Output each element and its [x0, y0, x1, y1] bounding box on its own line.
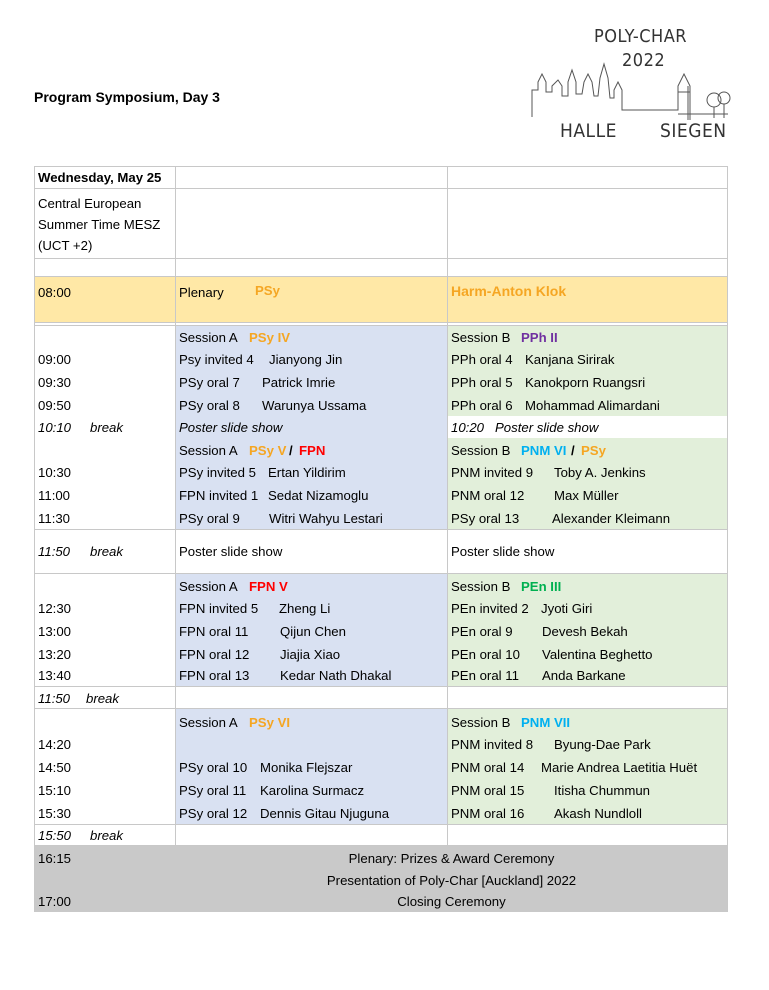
speaker: Patrick Imrie [262, 375, 336, 390]
logo-siegen: SIEGEN [660, 120, 727, 142]
talk-type: PPh oral 4 [451, 352, 513, 367]
time: 09:50 [38, 398, 72, 413]
break-row [34, 529, 728, 573]
talk-type: PSy oral 10 [179, 760, 248, 775]
polychar-logo [528, 22, 733, 150]
closing-line3: Closing Ceremony [397, 894, 506, 909]
talk-type: PNM oral 15 [451, 783, 525, 798]
talk-type: PPh oral 6 [451, 398, 513, 413]
block3-session-header [34, 573, 728, 596]
talk-type: PEn oral 9 [451, 624, 513, 639]
break-label: break [90, 828, 123, 843]
talk-type: PSy oral 12 [179, 806, 248, 821]
time: 13:40 [38, 668, 72, 683]
table-row [34, 484, 728, 507]
speaker: Jianyong Jin [269, 352, 343, 367]
grid-line [34, 276, 728, 277]
speaker: Akash Nundloll [554, 806, 642, 821]
time: 17:00 [38, 894, 72, 909]
break-time: 15:50 [38, 828, 72, 843]
time: 09:30 [38, 375, 72, 390]
talk-type: PNM oral 12 [451, 488, 525, 503]
table-row [34, 778, 728, 801]
time: 08:00 [38, 285, 72, 300]
table-row [34, 801, 728, 824]
timezone-line2: Summer Time MESZ [38, 217, 161, 232]
break-time: 11:50 [38, 691, 71, 706]
grid-line [175, 166, 176, 845]
speaker: Jyoti Giri [541, 601, 593, 616]
time: 14:50 [38, 760, 72, 775]
timezone-row [34, 188, 728, 258]
time: 11:30 [38, 511, 71, 526]
table-row [34, 664, 728, 686]
grid-line [34, 573, 728, 574]
talk-type: PSy invited 5 [179, 465, 256, 480]
talk-type: Psy invited 4 [179, 352, 254, 367]
time: 11:00 [38, 488, 71, 503]
session-a-label: Session A [179, 443, 238, 458]
table-row [34, 596, 728, 619]
session-a-label: Session A [179, 330, 238, 345]
talk-type: PEn oral 11 [451, 668, 519, 683]
session-b-label: Session B [451, 443, 511, 458]
speaker: Karolina Surmacz [260, 783, 365, 798]
session-a-tag: PSy IV [249, 330, 291, 345]
speaker: Itisha Chummun [554, 783, 651, 798]
block1-session-header [34, 325, 728, 348]
grid-line [34, 824, 728, 825]
plenary-speaker: Harm-Anton Klok [451, 283, 567, 299]
break-row [34, 686, 728, 708]
session-a-tag2: FPN [299, 443, 326, 458]
grid-line [34, 188, 728, 189]
grid-line [34, 166, 35, 912]
closing-row [34, 845, 728, 912]
block4-session-header [34, 709, 728, 732]
break-label: break [90, 420, 123, 435]
grid-line [34, 845, 728, 846]
speaker: Kanokporn Ruangsri [525, 375, 646, 390]
speaker: Kedar Nath Dhakal [280, 668, 392, 683]
session-b-tag: PNM VI [521, 443, 567, 458]
grid-line [34, 529, 728, 530]
grid-line [34, 325, 728, 326]
talk-type: PPh oral 5 [451, 375, 513, 390]
grid-line [34, 686, 728, 687]
logo-year: 2022 [622, 50, 666, 71]
talk-type: PSy oral 8 [179, 398, 240, 413]
break-row [34, 824, 728, 845]
talk-type: FPN oral 13 [179, 668, 250, 683]
session-b-tag: PNM VII [521, 715, 571, 730]
talk-type: PEn oral 10 [451, 647, 520, 662]
break-time: 11:50 [38, 544, 71, 559]
talk-type: PSy oral 13 [451, 511, 520, 526]
talk-type: PNM oral 14 [451, 760, 525, 775]
timezone-line1: Central European [38, 196, 142, 211]
talk-type: FPN oral 11 [179, 624, 249, 639]
speaker: Ertan Yildirim [268, 465, 346, 480]
time: 09:00 [38, 352, 72, 367]
break-label: break [90, 544, 123, 559]
closing-line1: Plenary: Prizes & Award Ceremony [348, 851, 555, 866]
poster-slide-show: Poster slide show [179, 544, 283, 559]
session-a-label: Session A [179, 715, 238, 730]
timezone-line3: (UCT +2) [38, 238, 93, 253]
grid-line [447, 166, 448, 845]
session-b-label: Session B [451, 715, 511, 730]
speaker: Anda Barkane [542, 668, 626, 683]
tag-separator: / [571, 443, 575, 458]
time: 15:30 [38, 806, 72, 821]
table-row [34, 348, 728, 371]
poster-slide-show: Poster slide show [179, 420, 283, 435]
speaker: Kanjana Sirirak [525, 352, 615, 367]
poster-time: 10:20 [451, 420, 485, 435]
talk-type: PNM invited 8 [451, 737, 534, 752]
speaker: Byung-Dae Park [554, 737, 651, 752]
session-b-label: Session B [451, 330, 511, 345]
session-b-tag: PPh II [521, 330, 558, 345]
session-b-tag2: PSy [581, 443, 606, 458]
table-row [34, 619, 728, 642]
speaker: Toby A. Jenkins [554, 465, 646, 480]
speaker: Devesh Bekah [542, 624, 628, 639]
block2-session-header [34, 438, 728, 461]
talk-type: PNM oral 16 [451, 806, 525, 821]
time: 15:10 [38, 783, 72, 798]
table-row [34, 755, 728, 778]
plenary-row [34, 276, 728, 322]
time: 12:30 [38, 601, 72, 616]
plenary-label: Plenary [179, 285, 224, 300]
speaker: Qijun Chen [280, 624, 346, 639]
grid-line [34, 322, 728, 323]
session-b-label: Session B [451, 579, 511, 594]
grid-line [34, 166, 728, 167]
poster-slide-show: Poster slide show [495, 420, 599, 435]
grid-line [34, 258, 728, 259]
table-row [34, 642, 728, 664]
speaker: Monika Flejszar [260, 760, 353, 775]
talk-type: PSy oral 9 [179, 511, 240, 526]
header-row [34, 166, 728, 188]
tag-separator: / [289, 443, 293, 458]
talk-type: FPN oral 12 [179, 647, 250, 662]
break-row [34, 416, 728, 438]
session-a-tag: PSy V [249, 443, 287, 458]
table-row [34, 461, 728, 484]
session-b-tag: PEn III [521, 579, 562, 594]
talk-type: PSy oral 11 [179, 783, 247, 798]
page-title: Program Symposium, Day 3 [34, 89, 220, 105]
time: 10:30 [38, 465, 72, 480]
time: 16:15 [38, 851, 72, 866]
speaker: Sedat Nizamoglu [268, 488, 369, 503]
grid-line [34, 708, 728, 709]
logo-title: POLY-CHAR [594, 26, 688, 47]
city-skyline-icon [528, 52, 733, 122]
talk-type: PEn invited 2 [451, 601, 529, 616]
table-row [34, 394, 728, 416]
poster-slide-show: Poster slide show [451, 544, 555, 559]
grid-line [727, 166, 728, 912]
talk-type: PNM invited 9 [451, 465, 534, 480]
talk-type: FPN invited 1 [179, 488, 259, 503]
speaker: Witri Wahyu Lestari [269, 511, 383, 526]
speaker: Warunya Ussama [262, 398, 367, 413]
speaker: Zheng Li [279, 601, 331, 616]
session-a-tag: PSy VI [249, 715, 291, 730]
speaker: Jiajia Xiao [280, 647, 341, 662]
speaker: Mohammad Alimardani [525, 398, 660, 413]
table-row [34, 732, 728, 755]
talk-type: FPN invited 5 [179, 601, 259, 616]
session-a-label: Session A [179, 579, 238, 594]
speaker: Dennis Gitau Njuguna [260, 806, 390, 821]
time: 13:20 [38, 647, 72, 662]
talk-type: PSy oral 7 [179, 375, 240, 390]
speaker: Max Müller [554, 488, 619, 503]
speaker: Alexander Kleimann [552, 511, 671, 526]
break-label: break [86, 691, 119, 706]
table-row [34, 371, 728, 394]
day-label: Wednesday, May 25 [38, 170, 162, 185]
session-a-tag: FPN V [249, 579, 288, 594]
break-time: 10:10 [38, 420, 72, 435]
logo-halle: HALLE [560, 120, 617, 142]
closing-line2: Presentation of Poly-Char [Auckland] 2022 [326, 873, 577, 888]
time: 13:00 [38, 624, 72, 639]
speaker: Marie Andrea Laetitia Huët [541, 760, 698, 775]
time: 14:20 [38, 737, 72, 752]
session-tag: PSy [255, 283, 280, 298]
table-row [34, 507, 728, 529]
speaker: Valentina Beghetto [542, 647, 653, 662]
